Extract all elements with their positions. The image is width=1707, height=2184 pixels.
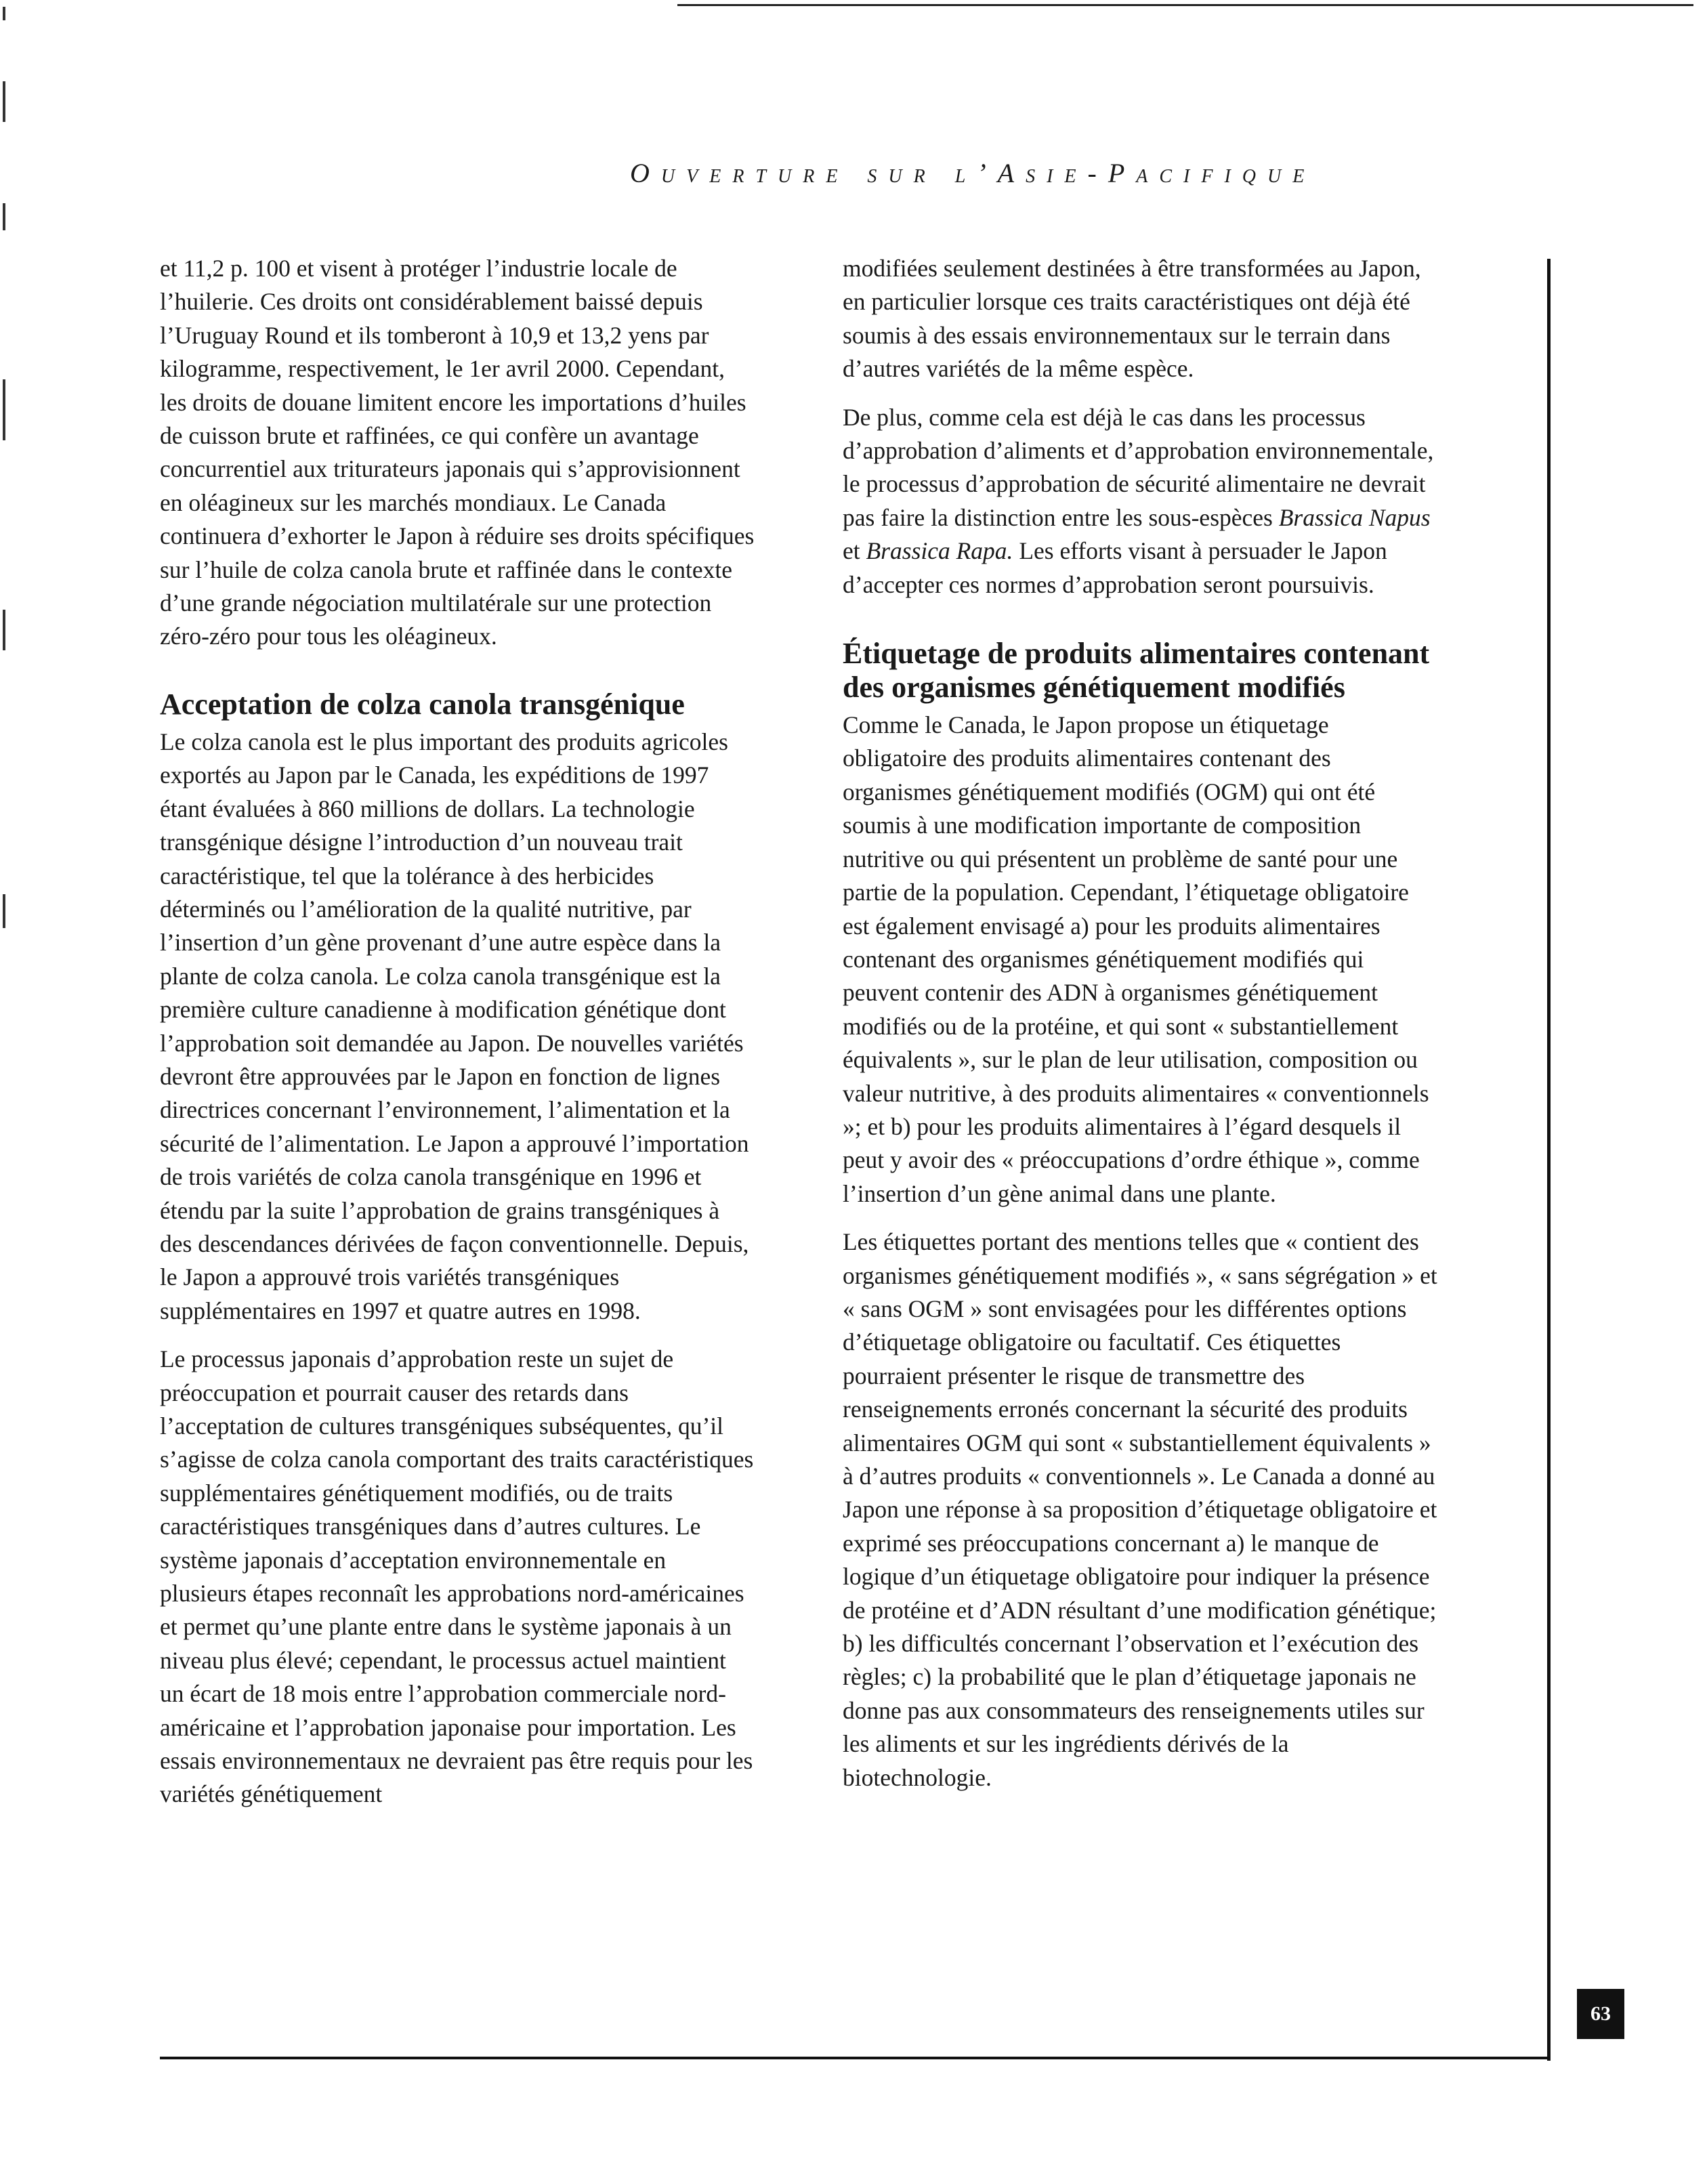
right-column bbox=[843, 252, 1439, 1809]
paragraph bbox=[843, 401, 1439, 602]
paragraph: modifiées seulement destinées à être transformées au Japon, en particulier lorsque ces traits caractéristiques ont déjà été soumis à des essais environnementaux sur le terrain dans d’autres variétés de la même espèce. bbox=[843, 255, 1421, 383]
paragraph: Le colza canola est le plus important des produits agricoles exportés au Japon par le Canada, les expéditions de 1997 étant évaluées à 860 millions de dollars. La technologie transgénique désigne l’introduction d’un nouveau trait caractéristique, tel que la tolérance à des herbicides déterminés ou l’amélioration de la qualité nutritive, par l’insertion d’un gène provenant d’une autre espèce dans la plante de colza canola. Le colza canola transgénique est la première culture canadienne à modification génétique dont l’approbation soit demandée au Japon. De nouvelles variétés devront être approuvées par le Japon en fonction de lignes directrices concernant l’environnement, l’alimentation et la sécurité de l’alimentation. Le Japon a approuvé l’importation de trois variétés de colza canola transgénique en 1996 et étendu par la suite l’approbation de grains transgéniques à des descendances dérivées de façon conventionnelle. Depuis, le Japon a approuvé trois variétés transgéniques supplémentaires en 1997 et quatre autres en 1998. bbox=[160, 728, 749, 1324]
paragraph: Le processus japonais d’approbation reste un sujet de préoccupation et pourrait causer des retards dans l’acceptation de cultures transgéniques subséquentes, qu’il s’agisse de colza canola comportant des traits caractéristiques supplémentaires génétiquement modifiés, ou de traits caractéristiques transgéniques dans d’autres cultures. Le système japonais d’acceptation environnementale en plusieurs étapes reconnaît les approbations nord-américaines et permet qu’une plante entre dans le système japonais à un niveau plus élevé; cependant, le processus actuel maintient un écart de 18 mois entre l’approbation commerciale nord-américaine et l’approbation japonaise pour importation. Les essais environnementaux ne devraient pas être requis pour les variétés génétiquement bbox=[160, 1345, 754, 1808]
paragraph-text: De plus, comme cela est déjà le cas dans les processus d’approbation d’aliments et d’approbation environnementale, le processus d’approbation de sécurité alimentaire ne devrait pas faire la distinction entre les sous-espèces bbox=[843, 403, 1434, 531]
paragraph: et 11,2 p. 100 et visent à protéger l’industrie locale de l’huilerie. Ces droits ont considérablement baissé depuis l’Uruguay Round et ils tomberont à 10,9 et 13,2 yens par kilogramme, respectivement, le 1er avril 2000. Cependant, les droits de douane limitent encore les importations d’huiles de cuisson brute et raffinées, ce qui confère un avantage concurrentiel aux triturateurs japonais qui s’approvisionnent en oléagineux sur les marchés mondiaux. Le Canada continuera d’exhorter le Japon à réduire ses droits spécifiques sur l’huile de colza canola brute et raffinée dans le contexte d’une grande négociation multilatérale sur une protection zéro-zéro pour tous les oléagineux. bbox=[160, 255, 755, 650]
scan-edge-marks bbox=[0, 0, 11, 948]
paragraph: Les étiquettes portant des mentions telles que « contient des organismes génétiquement modifiés », « sans ségrégation » et « sans OGM » sont envisagées pour les différentes options d’étiquetage obligatoire ou facultatif. Ces étiquettes pourraient présenter le risque de transmettre des renseignements erronés concernant la sécurité des produits alimentaires OGM qui sont « substantiellement équivalents » à d’autres produits « conventionnels ». Le Canada a donné au Japon une réponse à sa proposition d’étiquetage obligatoire et exprimé ses préoccupations concernant a) le manque de logique d’un étiquetage obligatoire pour indiquer la présence de protéine et d’ADN résultant d’une modification génétique; b) les difficultés concernant l’observation et l’exécution des règles; c) la probabilité que le plan d’étiquetage japonais ne donne pas aux consommateurs des renseignements utiles sur les aliments et sur les ingrédients dérivés de la biotechnologie. bbox=[843, 1228, 1437, 1791]
top-rule bbox=[677, 4, 1693, 6]
paragraph-text: Les efforts visant à persuader le Japon d’accepter ces normes d’approbation seront poursuivis. bbox=[843, 537, 1387, 598]
species-name: Brassica Rapa. bbox=[866, 537, 1013, 565]
species-name: Brassica Napus bbox=[1278, 503, 1431, 531]
section-heading: Étiquetage de produits alimentaires contenant des organismes génétiquement modifiés bbox=[843, 637, 1430, 705]
vertical-rule bbox=[1547, 259, 1551, 2061]
page-number: 63 bbox=[1577, 1989, 1624, 2039]
paragraph: Comme le Canada, le Japon propose un étiquetage obligatoire des produits alimentaires contenant des organismes génétiquement modifiés (OGM) qui ont été soumis à une modification importante de composition nutritive ou qui présentent un problème de santé pour une partie de la population. Cependant, l’étiquetage obligatoire est également envisagé a) pour les produits alimentaires contenant des organismes génétiquement modifiés qui peuvent contenir des ADN à organismes génétiquement modifiés ou de la protéine, et qui sont « substantiellement équivalents », sur le plan de leur utilisation, composition ou valeur nutritive, à des produits alimentaires « conventionnels »; et b) pour les produits alimentaires à l’égard desquels il peut y avoir des « préoccupations d’ordre éthique », comme l’insertion d’un gène animal dans une plante. bbox=[843, 711, 1429, 1207]
paragraph-text: et bbox=[843, 537, 866, 565]
left-column bbox=[160, 252, 756, 1826]
running-header: Ouverture sur l’Asie-Pacifique bbox=[630, 158, 1316, 188]
section-heading: Acceptation de colza canola transgénique bbox=[160, 687, 685, 721]
bottom-rule bbox=[160, 2057, 1550, 2059]
